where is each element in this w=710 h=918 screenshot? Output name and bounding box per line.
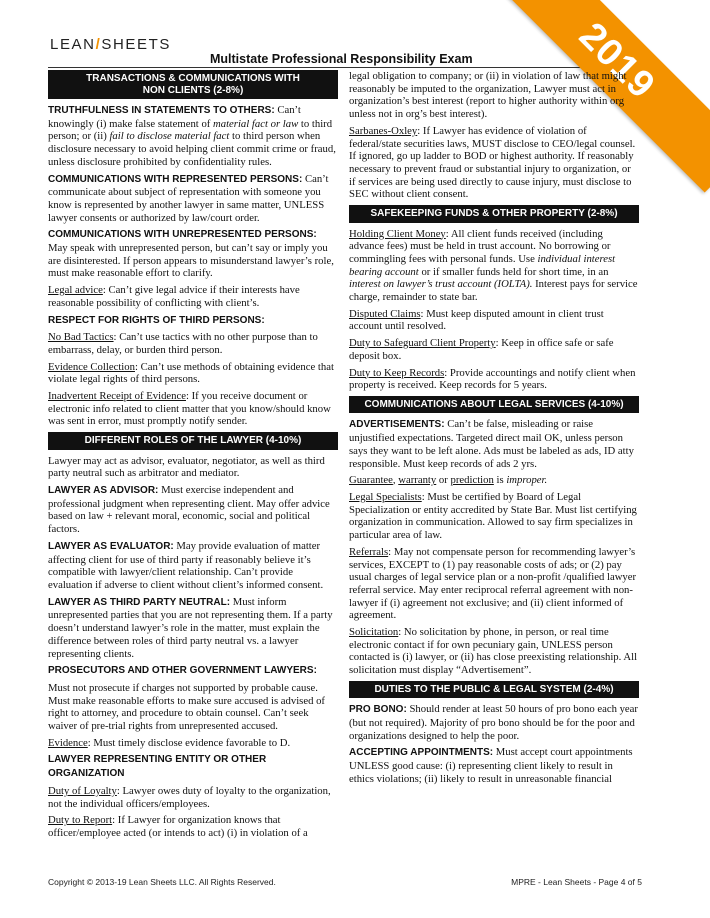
left-column: [48, 70, 338, 844]
guarantee-paragraph: Guarantee, warranty or prediction is improper.: [349, 474, 548, 487]
safeguard-paragraph: Duty to Safeguard Client Property: Keep in office safe or safe deposit box.: [349, 337, 614, 362]
roles-intro-paragraph: Lawyer may act as advisor, evaluator, negotiator, as well as third party neutral such as arbitrator and mediator.: [48, 454, 325, 480]
neutral-paragraph: LAWYER AS THIRD PARTY NEUTRAL: Must inform unrepresented parties that you are not representing them. If a party doesn’t understand lawyer’s role in the matter, must explain the difference between roles of third party neutral vs. a lawyer representing clients.: [48, 595, 333, 660]
prosecutors-paragraph: Must not prosecute if charges not supported by probable cause. Must make reasonable efforts to make sure accused is advised of right to attorney, and procedure to obtain counsel. Can’t seek waiver of pre-trial rights from unrepresented accused.: [48, 681, 325, 733]
holding-money-paragraph: Holding Client Money: All client funds received (including advance fees) must be held in trust account. No borrowing or commingling fees with personal funds. Use individual interest bearing account or if smaller funds held for short time, in an interest on lawyer’s trust account (IOLTA). Interest pays for service charge, remainder to state bar.: [349, 227, 638, 304]
right-column: [349, 70, 639, 790]
inadvertent-receipt-paragraph: Inadvertent Receipt of Evidence: If you receive document or electronic info related to client matter that you know/should know was sent in error, must promptly notify sender.: [48, 390, 331, 428]
respect-heading: RESPECT FOR RIGHTS OF THIRD PERSONS:: [48, 314, 265, 326]
represented-persons-paragraph: COMMUNICATIONS WITH REPRESENTED PERSONS: Can’t communicate about subject of representation with someone you know is represented by another lawyer in same matter, UNLESS lawyer consents or authorized by law/court order.: [48, 172, 329, 224]
section-bar-roles: DIFFERENT ROLES OF THE LAWYER (4-10%): [48, 432, 338, 450]
section-bar-transactions: TRANSACTIONS & COMMUNICATIONS WITH NON CLIENTS (2-8%): [48, 70, 338, 99]
truthfulness-paragraph: TRUTHFULNESS IN STATEMENTS TO OTHERS: Can’t knowingly (i) make false statement of material fact or law to third person; or (ii) fail to disclose material fact to third person when disclosure necessary to avoid helping client commit crime or fraud, unless disclosure prohibited by confidentiality rules.: [48, 104, 336, 168]
disputed-claims-paragraph: Disputed Claims: Must keep disputed amount in client trust account until resolved.: [349, 307, 604, 333]
page-title: Multistate Professional Responsibility Exam: [210, 52, 473, 66]
year-ribbon-label: 2019: [571, 14, 664, 107]
prosecutors-heading: PROSECUTORS AND OTHER GOVERNMENT LAWYERS:: [48, 665, 317, 677]
appointments-paragraph: ACCEPTING APPOINTMENTS: Must accept court appointments UNLESS good cause: (i) representing client likely to result in ethics violations; (ii) likely to result in unreasonable financial: [349, 746, 633, 785]
no-bad-tactics-paragraph: No Bad Tactics: Can’t use tactics with no other purpose than to embarrass, delay, or burden third person.: [48, 331, 318, 356]
evidence-collection-paragraph: Evidence Collection: Can’t use methods of obtaining evidence that violate legal rights of third persons.: [48, 360, 334, 386]
advisor-paragraph: LAWYER AS ADVISOR: Must exercise independent and professional judgment when representing client. May offer advice based on law + relevant moral, economic, social and political factors.: [48, 484, 330, 536]
entity-heading: LAWYER REPRESENTING ENTITY OR OTHER ORGANIZATION: [48, 754, 267, 780]
records-paragraph: Duty to Keep Records: Provide accountings and notify client when property is received. Keep records for 5 years.: [349, 366, 636, 392]
duty-to-report-paragraph: Duty to Report: If Lawyer for organization knows that officer/employee acted (or intends to act) (i) in violation of a: [48, 814, 308, 839]
advertisements-paragraph: ADVERTISEMENTS: Can’t be false, misleading or raise unjustified expectations. Targeted direct mail OK, unless person says they want to be left alone. Ads must be labeled as ads, ID atty responsible. Must keep records of ads 2 yrs.: [349, 418, 634, 470]
referrals-paragraph: Referrals: May not compensate person for recommending lawyer’s services, EXCEPT to (1) pay reasonable costs of ads; or (2) pay usual charges of legal service plan or a non-profit /qualified lawyer referral service. May enter reciprocal referral agreement with non-lawyer if (i) agreement not exclusive; and (ii) client informed of agreement.: [349, 545, 637, 622]
unrepresented-persons-paragraph: COMMUNICATIONS WITH UNREPRESENTED PERSONS: May speak with unrepresented person, but can’t say or imply you are disinterested. If person appears to misunderstand lawyer’s role, must make reasonable effort to clarify.: [48, 229, 334, 280]
logo-slash-icon: /: [95, 36, 102, 53]
evidence-paragraph: Evidence: Must timely disclose evidence favorable to D.: [48, 736, 291, 749]
evaluator-paragraph: LAWYER AS EVALUATOR: May provide evaluation of matter affecting client for use of third party if reasonably believe it’s compatible with lawyer/client relationship. Can’t provide evaluation if adverse to client without client’s informed consent.: [48, 539, 324, 591]
pro-bono-paragraph: PRO BONO: Should render at least 50 hours of pro bono each year (but not required). Majority of pro bono should be for the poor and organizations designed to help the poor.: [349, 703, 638, 742]
continuation-paragraph: legal obligation to company; or (ii) in violation of law that might reasonably be imputed to the organization, Lawyer must act in organization’s best interest (report to higher authority within org unless not in org’s best interest).: [349, 70, 627, 121]
lean-sheets-logo: LEAN/SHEETS: [50, 36, 171, 53]
sarbanes-oxley-paragraph: Sarbanes-Oxley: If Lawyer has evidence of violation of federal/state securities laws, MUST disclose to CEO/legal counsel. If ignored, go up ladder to BOD or highest authority. If reasonably necessary to prevent fraud or substantial injury to organization, or if services are being used directly to cause injury, must disclose to SEC without client consent.: [349, 124, 636, 201]
section-bar-communications: COMMUNICATIONS ABOUT LEGAL SERVICES (4-10%): [349, 396, 639, 414]
solicitation-paragraph: Solicitation: No solicitation by phone, in person, or real time electronic contact if for own pecuniary gain, UNLESS person contacted is (i) lawyer, or (ii) has close preexisting relationship. All solicitation must display “Advertisement”.: [349, 626, 638, 677]
specialists-paragraph: Legal Specialists: Must be certified by Board of Legal Specialization or entity accredited by State Bar. Must list certifying organization in communication. Allowed to say firm specializes in particular area of law.: [349, 490, 637, 542]
copyright-footer: Copyright © 2013-19 Lean Sheets LLC. All Rights Reserved.: [48, 877, 276, 887]
section-bar-safekeeping: SAFEKEEPING FUNDS & OTHER PROPERTY (2-8%): [349, 205, 639, 223]
page-number-footer: MPRE - Lean Sheets - Page 4 of 5: [511, 877, 642, 887]
loyalty-paragraph: Duty of Loyalty: Lawyer owes duty of loyalty to the organization, not the individual officers/employees.: [48, 784, 331, 810]
legal-advice-paragraph: Legal advice: Can’t give legal advice if their interests have reasonable possibility of conflicting with client’s.: [48, 284, 300, 309]
section-bar-public-duties: DUTIES TO THE PUBLIC & LEGAL SYSTEM (2-4%): [349, 681, 639, 699]
